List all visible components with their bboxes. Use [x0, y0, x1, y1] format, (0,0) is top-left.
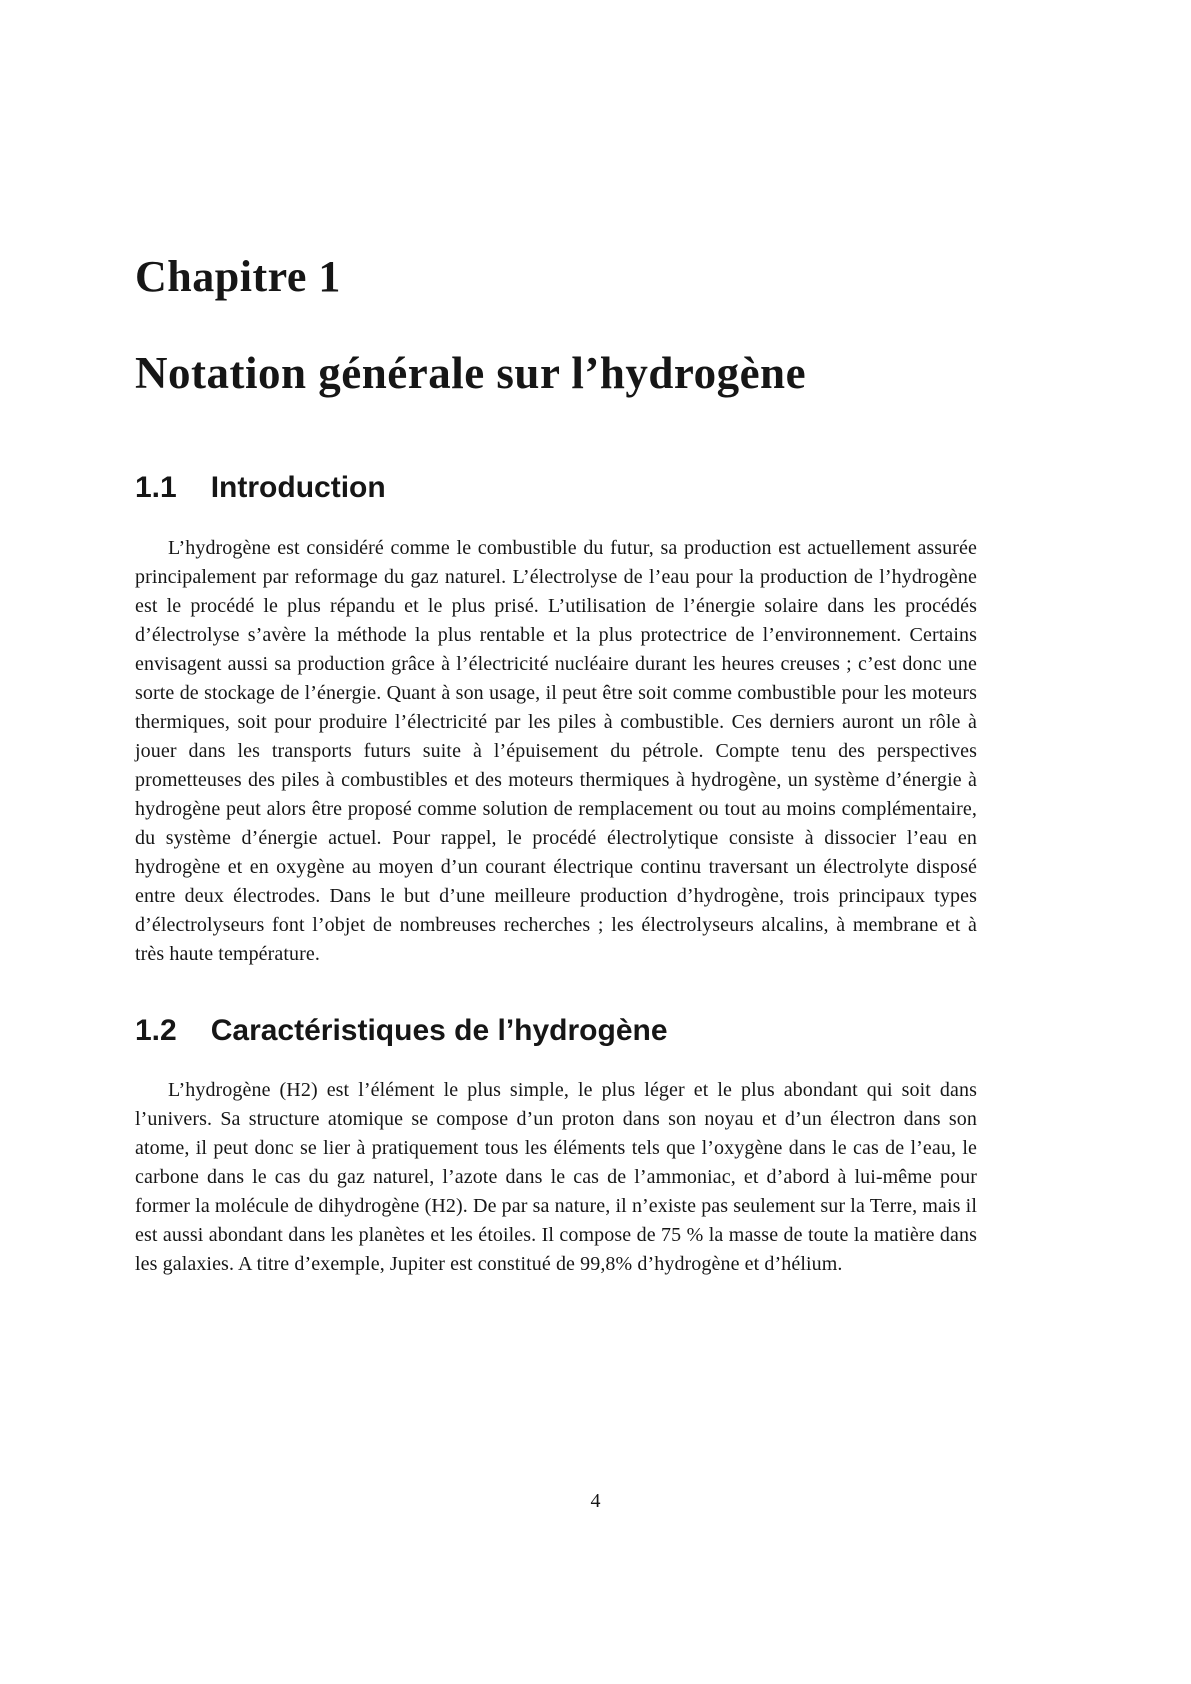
section-heading-1-2: [135, 1015, 977, 1047]
section-heading-1-1: [135, 472, 977, 504]
page-content: [135, 0, 977, 1279]
chapter-title: Notation générale sur l’hydrogène: [135, 348, 807, 398]
section-number-1-1: 1.1: [135, 471, 177, 504]
section-number-1-2: 1.2: [135, 1013, 177, 1047]
section-title-introduction: Introduction: [210, 471, 386, 504]
paragraph-caracteristiques: L’hydrogène (H2) est l’élément le plus simple, le plus léger et le plus abondant qui soit dans l’univers. Sa structure atomique se compose d’un proton dans son noyau et d’un électron dans son atome, il peut donc se lier à pratiquement tous les éléments tels que l’oxygène dans le cas de l’eau, le carbone dans le cas du gaz naturel, l’azote dans le cas de l’ammoniac, et d’abord à lui-même pour former la molécule de dihydrogène (H2). De par sa nature, il n’existe pas seulement sur la Terre, mais il est aussi abondant dans les planètes et les étoiles. Il compose de 75 % la masse de toute la matière dans les galaxies. A titre d’exemple, Jupiter est constitué de 99,8% d’hydrogène et d’hélium.: [135, 1079, 977, 1275]
section-title-caracteristiques: Caractéristiques de l’hydrogène: [210, 1013, 668, 1047]
page-number: 4: [590, 1490, 601, 1512]
paragraph-introduction: L’hydrogène est considéré comme le combustible du futur, sa production est actuellement assurée principalement par reformage du gaz naturel. L’électrolyse de l’eau pour la production de l’hydrogène est le procédé le plus répandu et le plus prisé. L’utilisation de l’énergie solaire dans les procédés d’électrolyse s’avère la méthode la plus rentable et la plus protectrice de l’environnement. Certains envisagent aussi sa production grâce à l’électricité nucléaire durant les heures creuses ; c’est donc une sorte de stockage de l’énergie. Quant à son usage, il peut être soit comme combustible pour les moteurs thermiques, soit pour produire l’électricité par les piles à combustible. Ces derniers auront un rôle à jouer dans les transports futurs suite à l’épuisement du pétrole. Compte tenu des perspectives prometteuses des piles à combustibles et des moteurs thermiques à hydrogène, un système d’énergie à hydrogène peut alors être proposé comme solution de remplacement ou tout au moins complémentaire, du système d’énergie actuel. Pour rappel, le procédé électrolytique consiste à dissocier l’eau en hydrogène et en oxygène au moyen d’un courant électrique continu traversant un électrolyte disposé entre deux électrodes. Dans le but d’une meilleure production d’hydrogène, trois principaux types d’électrolyseurs font l’objet de nombreuses recherches ; les électrolyseurs alcalins, à membrane et à très haute température.: [135, 536, 977, 965]
chapter-heading: Chapitre 1: [135, 252, 341, 301]
